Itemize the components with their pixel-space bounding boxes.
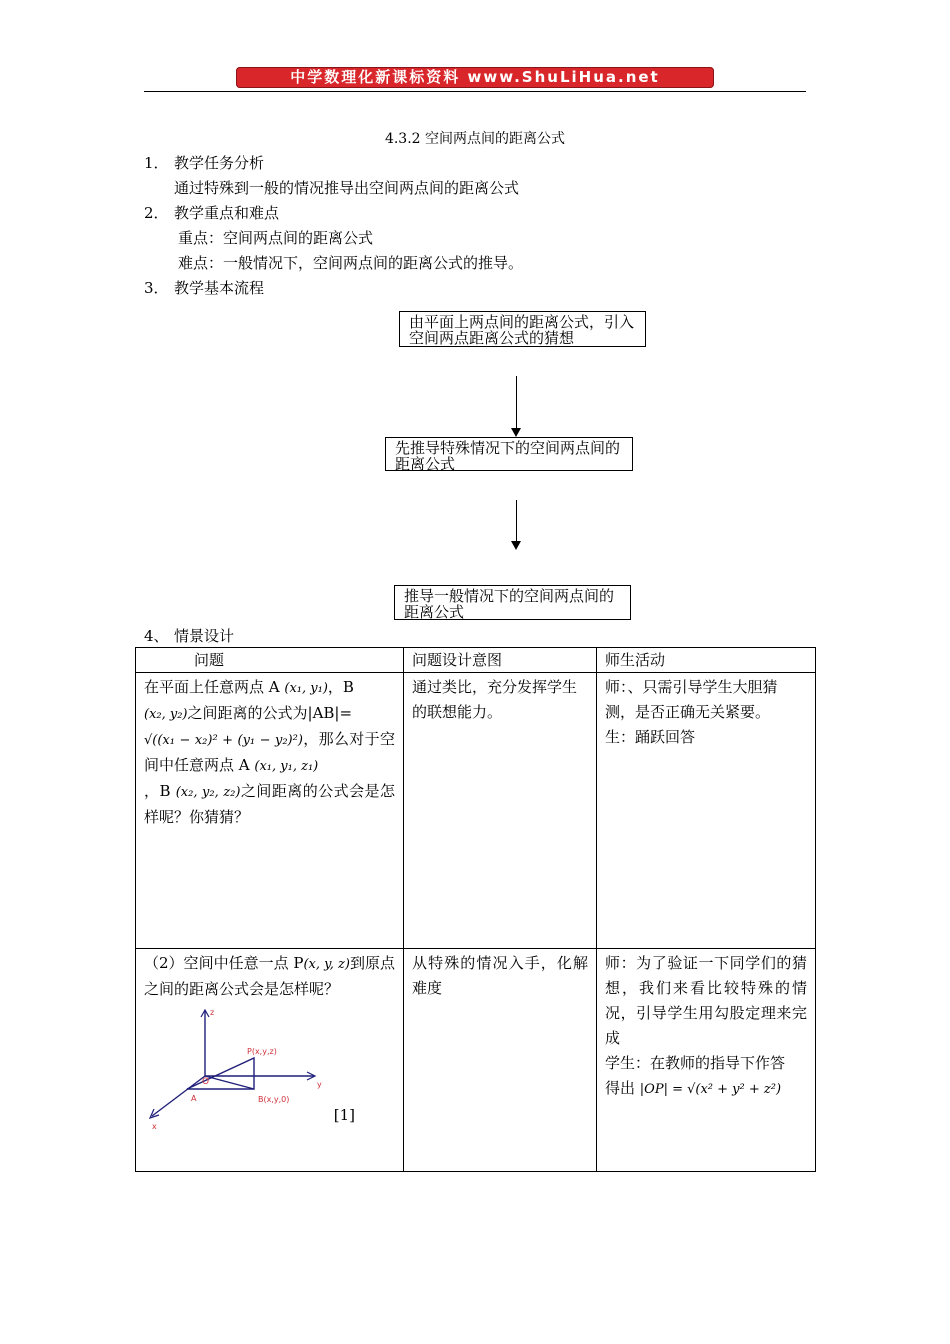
label-y: y	[317, 1080, 322, 1089]
table-header-row	[136, 648, 816, 673]
section-3-heading: 3． 教学基本流程	[144, 279, 265, 297]
header-intent: 问题设计意图	[404, 648, 597, 673]
label-x: x	[152, 1122, 157, 1131]
flow-arrow-1	[516, 376, 517, 429]
label-a: A	[191, 1094, 197, 1103]
activity-1-teacher: 师：、只需引导学生大胆猜测，是否正确无关紧要。	[605, 678, 778, 721]
table-row	[136, 949, 816, 1172]
site-banner: 中学数理化新课标资料 www.ShuLiHua.net	[236, 67, 714, 88]
activity-cell-1	[597, 673, 816, 949]
distance-formula-op: |OP| = √(x² + y² + z²)	[639, 1082, 782, 1097]
page-title: 4.3.2 空间两点间的距离公式	[384, 131, 566, 147]
key-point-text: 重点：空间两点间的距离公式	[178, 229, 374, 247]
header-activity: 师生活动	[597, 648, 816, 673]
point-b3-coords: (x₂, y₂, z₂)	[175, 785, 241, 800]
flow-arrow-1-head	[511, 428, 521, 437]
point-p-coords: (x, y, z)	[303, 957, 350, 972]
activity-cell-2	[597, 949, 816, 1172]
figure-reference: [1]	[333, 1106, 355, 1124]
flow-step-2: 先推导特殊情况下的空间两点间的距离公式	[385, 437, 633, 471]
intent-cell-1: 通过类比，充分发挥学生的联想能力。	[404, 673, 597, 949]
label-z: z	[210, 1008, 215, 1017]
section-1-text: 通过特殊到一般的情况推导出空间两点间的距离公式	[174, 179, 520, 197]
question-cell-2: （2）空间中任意一点 P(x, y, z)到原点之间的距离公式会是怎样呢？ z y x O A P(x,y,z) B(x,y,0) [1]	[136, 949, 404, 1172]
activity-2-result: 得出 |OP| = √(x² + y² + z²)	[605, 1079, 782, 1097]
activity-2-student: 学生：在教师的指导下作答	[605, 1054, 786, 1072]
point-a-coords: (x₁, y₁)	[284, 681, 328, 696]
segment-ob	[205, 1076, 254, 1089]
header-question: 问题	[136, 648, 404, 673]
activity-1-student: 生：踊跃回答	[605, 728, 696, 746]
flow-arrow-2-head	[511, 541, 521, 550]
header-rule	[144, 91, 806, 92]
question-cell-1: 在平面上任意两点 A (x₁, y₁)，B (x₂, y₂)之间距离的公式为|AB|= √((x₁ − x₂)² + (y₁ − y₂)²)，那么对于空间中任意两点 A (x₁, y₁, z₁) ，B (x₂, y₂, z₂)之间距离的公式会是怎样呢？你猜猜？	[136, 673, 404, 949]
difficulty-text: 难点：一般情况下，空间两点间的距离公式的推导。	[178, 254, 524, 272]
activity-2-teacher: 师：为了验证一下同学们的猜想，我们来看比较特殊的情况，引导学生用勾股定理来完成	[605, 954, 807, 1047]
section-1-heading: 1． 教学任务分析	[144, 154, 265, 172]
flow-step-1: 由平面上两点间的距离公式，引入空间两点距离公式的猜想	[399, 311, 646, 347]
label-b: B(x,y,0)	[258, 1095, 290, 1104]
triangle-opb	[187, 1058, 254, 1089]
label-p: P(x,y,z)	[247, 1047, 277, 1056]
point-a3-coords: (x₁, y₁, z₁)	[254, 759, 319, 774]
section-4-heading: 4、 情景设计	[144, 627, 235, 645]
flow-step-3: 推导一般情况下的空间两点间的距离公式	[394, 585, 631, 620]
table-row	[136, 673, 816, 949]
flow-arrow-2	[516, 500, 517, 542]
point-b-coords: (x₂, y₂)	[144, 707, 188, 722]
distance-formula-2d: √((x₁ − x₂)² + (y₁ − y₂)²)	[144, 733, 303, 748]
label-o: O	[202, 1077, 210, 1087]
scenario-table	[135, 647, 816, 1172]
intent-cell-2: 从特殊的情况入手，化解难度	[404, 949, 597, 1172]
section-2-heading: 2． 教学重点和难点	[144, 204, 280, 222]
